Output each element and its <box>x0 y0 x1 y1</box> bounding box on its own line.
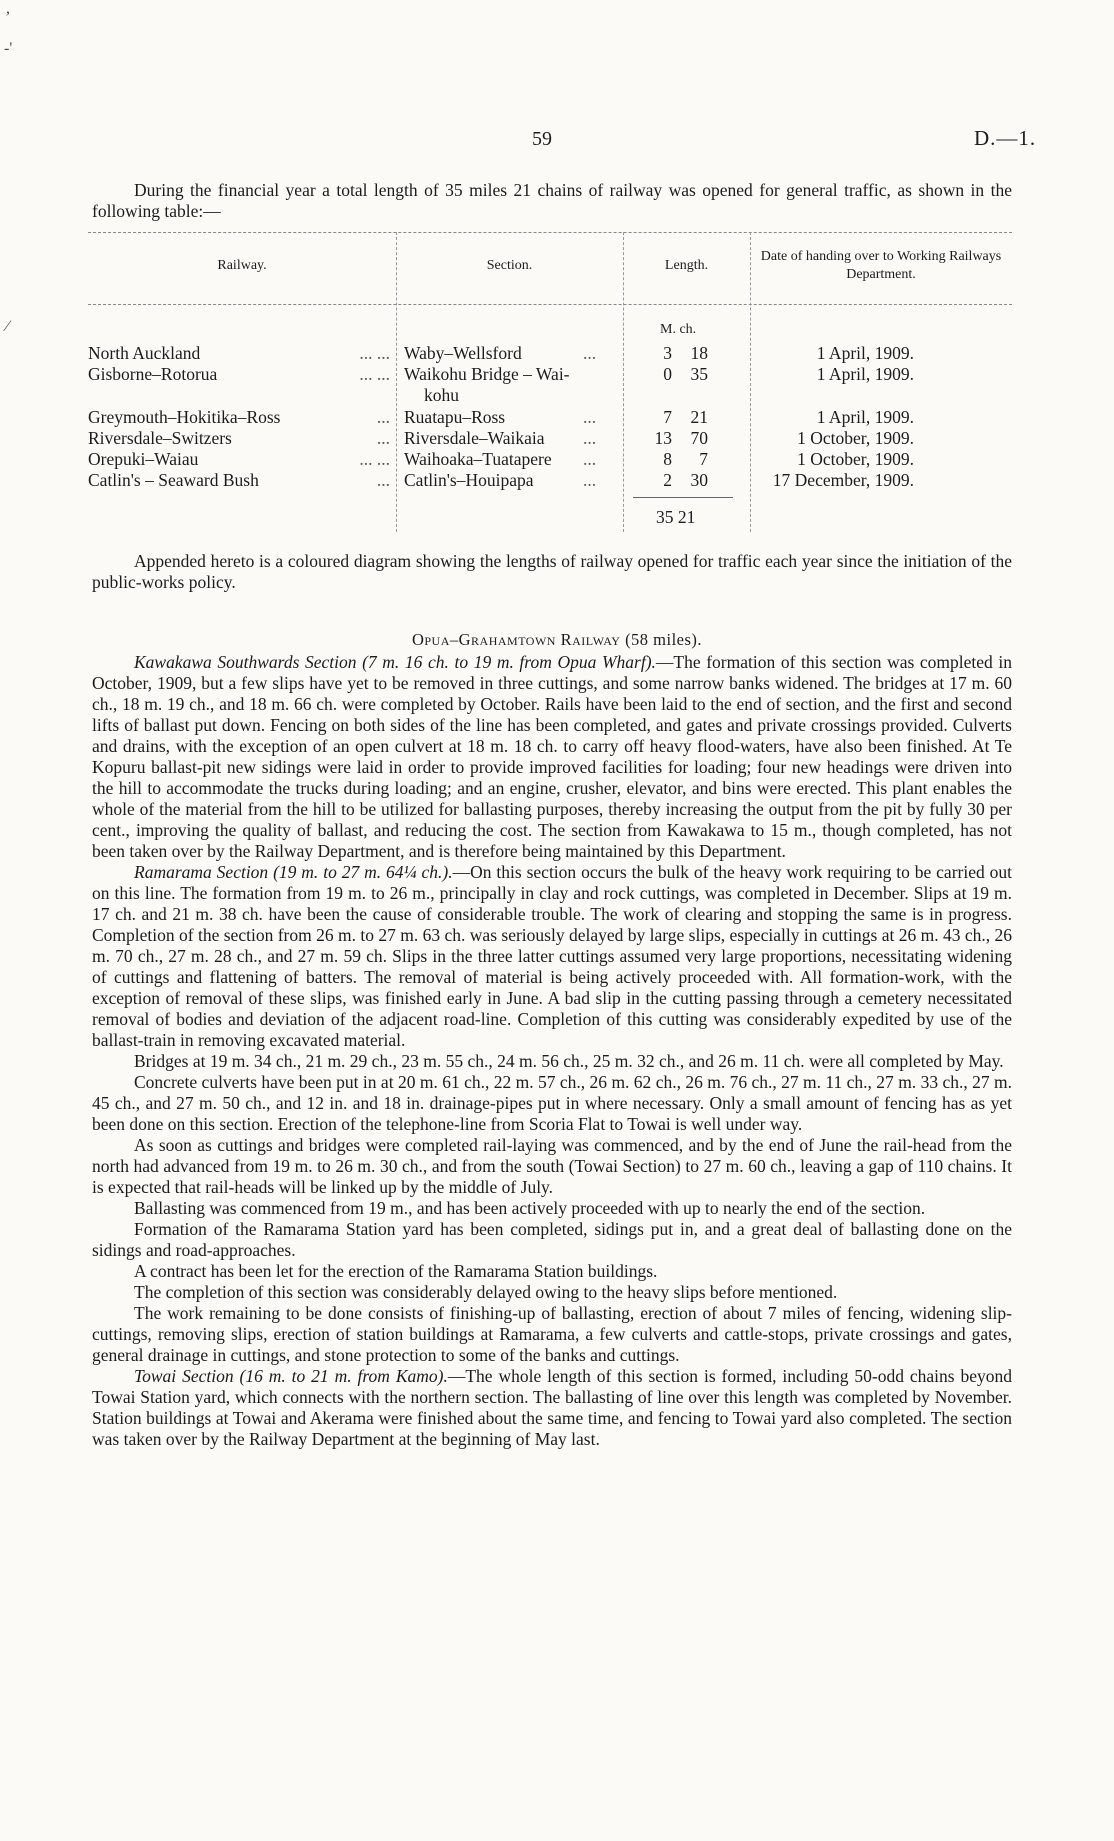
total-rule <box>633 497 733 498</box>
railway-name: Opua–Grahamtown Railway <box>411 630 621 649</box>
length-unit-label: M. ch. <box>660 322 697 337</box>
cell-leader: ... ... <box>359 364 390 384</box>
paragraph-text: As soon as cuttings and bridges were completed rail-laying was commenced, and by the end of June the rail-head from the north had advanced from 19 m. to 26 m. 30 ch., and from the south (Towai Section) to 27 m. 60 ch., leaving a gap of 110 chains. It is expected that rail-heads will be linked up by the middle of July. <box>92 1135 1012 1197</box>
cell-chains: 70 <box>690 428 708 448</box>
intro-paragraph: During the financial year a total length of 35 miles 21 chains of railway was opened for general traffic, as shown in the following table:— <box>92 180 1012 221</box>
paragraph-text: Concrete culverts have been put in at 20 m. 61 ch., 22 m. 57 ch., 26 m. 62 ch., 26 m. 76 ch., 27 m. 11 ch., 27 m. 33 ch., 27 m. 45 ch., and 27 m. 50 ch., and 12 in. and 18 in. drainage-pipes put in where necessary. Only a small amount of fencing has as yet been done on this section. Erection of the telephone-line from Scoria Flat to Towai is well under way. <box>92 1072 1012 1134</box>
cell-leader: ... <box>376 428 390 448</box>
cell-leader: ... <box>583 428 597 448</box>
cell-section: Riversdale–Waikaia <box>404 428 545 448</box>
cell-leader: ... <box>583 470 597 490</box>
table-top-rule <box>88 232 1012 233</box>
cell-leader: ... <box>376 407 390 427</box>
margin-mark: ⁄ <box>6 318 9 335</box>
column-divider <box>623 232 624 532</box>
cell-section: Waihoaka–Tuatapere <box>404 449 552 469</box>
cell-railway: Riversdale–Switzers <box>88 428 232 448</box>
body-paragraph <box>92 862 1012 1051</box>
cell-leader: ... ... <box>359 449 390 469</box>
body-text <box>92 652 1012 1450</box>
paragraph-text: The work remaining to be done consists of finishing-up of ballasting, erection of about 7 miles of fencing, widening slip-cuttings, removing slips, erection of station buildings at Ramarama, a few culverts and cattle-stops, private crossings and gates, general drainage in cuttings, and stone protection to some of the banks and cuttings. <box>92 1303 1012 1365</box>
cell-railway: Gisborne–Rotorua <box>88 364 218 384</box>
paragraph-text: The completion of this section was considerably delayed owing to the heavy slips before mentioned. <box>134 1282 838 1302</box>
paragraph-heading: Towai Section (16 m. to 21 m. from Kamo). <box>134 1366 448 1386</box>
cell-leader: ... <box>376 470 390 490</box>
margin-mark: , <box>6 0 10 17</box>
body-paragraph <box>92 1051 1012 1072</box>
cell-miles: 0 <box>663 364 672 384</box>
cell-leader: ... ... <box>359 343 390 363</box>
paragraph-text: Ballasting was commenced from 19 m., and has been actively proceeded with up to nearly the end of the section. <box>134 1198 926 1218</box>
cell-section: Waikohu Bridge – Wai- <box>404 364 570 384</box>
cell-chains: 7 <box>699 449 708 469</box>
cell-railway: Orepuki–Waiau <box>88 449 199 469</box>
cell-date: 1 April, 1909. <box>816 364 914 384</box>
cell-section: Catlin's–Houipapa <box>404 470 534 490</box>
cell-leader: ... <box>583 343 597 363</box>
body-paragraph <box>92 1303 1012 1366</box>
railway-table <box>88 232 1012 542</box>
column-divider <box>396 232 397 532</box>
paragraph-heading: Kawakawa Southwards Section (7 m. 16 ch. to 19 m. from Opua Wharf). <box>134 652 656 672</box>
cell-leader: ... <box>583 449 597 469</box>
paragraph-text: A contract has been let for the erection of the Ramarama Station buildings. <box>134 1261 658 1281</box>
body-paragraph <box>92 1366 1012 1450</box>
header-section: Section. <box>486 258 533 273</box>
cell-miles: 7 <box>663 407 672 427</box>
cell-chains: 30 <box>690 470 708 490</box>
railway-miles: (58 miles). <box>625 630 703 649</box>
paragraph-text: —On this section occurs the bulk of the heavy work requiring to be carried out on this line. The formation from 19 m. to 26 m., principally in clay and rock cuttings, was completed in December. Slips at 19 m. 17 ch. and 21 m. 38 ch. have been the cause of considerable trouble. The work of clearing and stopping the same is in progress. Completion of the section from 26 m. to 27 m. 63 ch. was seriously delayed by large slips, especially in cuttings at 26 m. 43 ch., 26 m. 70 ch., 27 m. 28 ch., and 27 m. 59 ch. Slips in the three latter cuttings assumed very large proportions, necessitating widening of cuttings and flattening of batters. The removal of material is being actively proceeded with. All formation-work, with the exception of removal of these slips, was finished early in June. A bad slip in the cutting passing through a cemetery necessitated removal of bodies and deviation of the adjacent road-line. Completion of this cutting was considerably expedited by use of the ballast-train in removing excavated material. <box>92 862 1012 1050</box>
section-title <box>0 630 1114 650</box>
header-railway: Railway. <box>217 258 267 273</box>
body-paragraph <box>92 1198 1012 1219</box>
paragraph-text: Bridges at 19 m. 34 ch., 21 m. 29 ch., 23 m. 55 ch., 24 m. 56 ch., 25 m. 32 ch., and 26 m. 11 ch. were all completed by May. <box>134 1051 1004 1071</box>
header-length: Length. <box>664 258 709 273</box>
table-header-rule <box>88 304 1012 305</box>
paragraph-text: —The formation of this section was completed in October, 1909, but a few slips have yet to be removed in three cuttings, and some narrow banks widened. The bridges at 17 m. 60 ch., 18 m. 19 ch., and 18 m. 66 ch. were completed by October. Rails have been laid to the end of section, and the first and second lifts of ballast put down. Fencing on both sides of the line has been completed, and gates and private crossings provided. Culverts and drains, with the exception of an open culvert at 18 m. 18 ch. to carry off heavy flood-waters, have also been finished. At Te Kopuru ballast-pit new sidings were laid in order to provide improved facilities for loading; four new headings were driven into the hill to accommodate the trucks during loading; and an engine, crusher, elevator, and bins were erected. This plant enables the whole of the material from the hill to be utilized for ballasting purposes, thereby increasing the output from the pit by fully 30 per cent., improving the quality of ballast, and reducing the cost. The section from Kawakawa to 15 m., though completed, has not been taken over by the Railway Department, and is therefore being maintained by this Department. <box>92 652 1012 861</box>
cell-chains: 35 <box>690 364 708 384</box>
cell-miles: 13 <box>654 428 672 448</box>
page-number: 59 <box>532 128 552 150</box>
body-paragraph <box>92 1261 1012 1282</box>
body-paragraph <box>92 1135 1012 1198</box>
body-paragraph <box>92 1282 1012 1303</box>
paragraph-text: —The whole length of this section is formed, including 50-odd chains beyond Towai Station yard, which connects with the northern section. The ballasting of line over this length was completed by November. Station buildings at Towai and Akerama were finished about the same time, and fencing to Towai yard also completed. The section was taken over by the Railway Department at the beginning of May last. <box>92 1366 1012 1449</box>
cell-date: 1 October, 1909. <box>797 428 914 448</box>
cell-miles: 2 <box>663 470 672 490</box>
cell-chains: 21 <box>690 407 708 427</box>
document-code: D.—1. <box>974 126 1037 150</box>
cell-miles: 8 <box>663 449 672 469</box>
paragraph-heading: Ramarama Section (19 m. to 27 m. 64¼ ch.). <box>134 862 453 882</box>
body-paragraph <box>92 652 1012 862</box>
margin-mark: -' <box>4 40 13 57</box>
cell-date: 1 April, 1909. <box>816 407 914 427</box>
cell-miles: 3 <box>663 343 672 363</box>
body-paragraph <box>92 1072 1012 1135</box>
header-date: Date of handing over to Working Railways Department. <box>760 249 1002 282</box>
cell-railway: Catlin's – Seaward Bush <box>88 470 259 490</box>
cell-date: 1 April, 1909. <box>816 343 914 363</box>
cell-section-continued: kohu <box>424 385 459 405</box>
cell-chains: 18 <box>690 343 708 363</box>
cell-railway: North Auckland <box>88 343 201 363</box>
cell-date: 1 October, 1909. <box>797 449 914 469</box>
total-length: 35 21 <box>656 507 696 527</box>
appended-paragraph: Appended hereto is a coloured diagram showing the lengths of railway opened for traffic each year since the initiation of the public-works policy. <box>92 551 1012 592</box>
cell-section: Waby–Wellsford <box>404 343 522 363</box>
cell-date: 17 December, 1909. <box>772 470 914 490</box>
cell-railway: Greymouth–Hokitika–Ross <box>88 407 281 427</box>
paragraph-text: Formation of the Ramarama Station yard has been completed, sidings put in, and a great deal of ballasting done on the sidings and road-approaches. <box>92 1219 1012 1260</box>
body-paragraph <box>92 1219 1012 1261</box>
cell-section: Ruatapu–Ross <box>404 407 506 427</box>
cell-leader: ... <box>583 407 597 427</box>
